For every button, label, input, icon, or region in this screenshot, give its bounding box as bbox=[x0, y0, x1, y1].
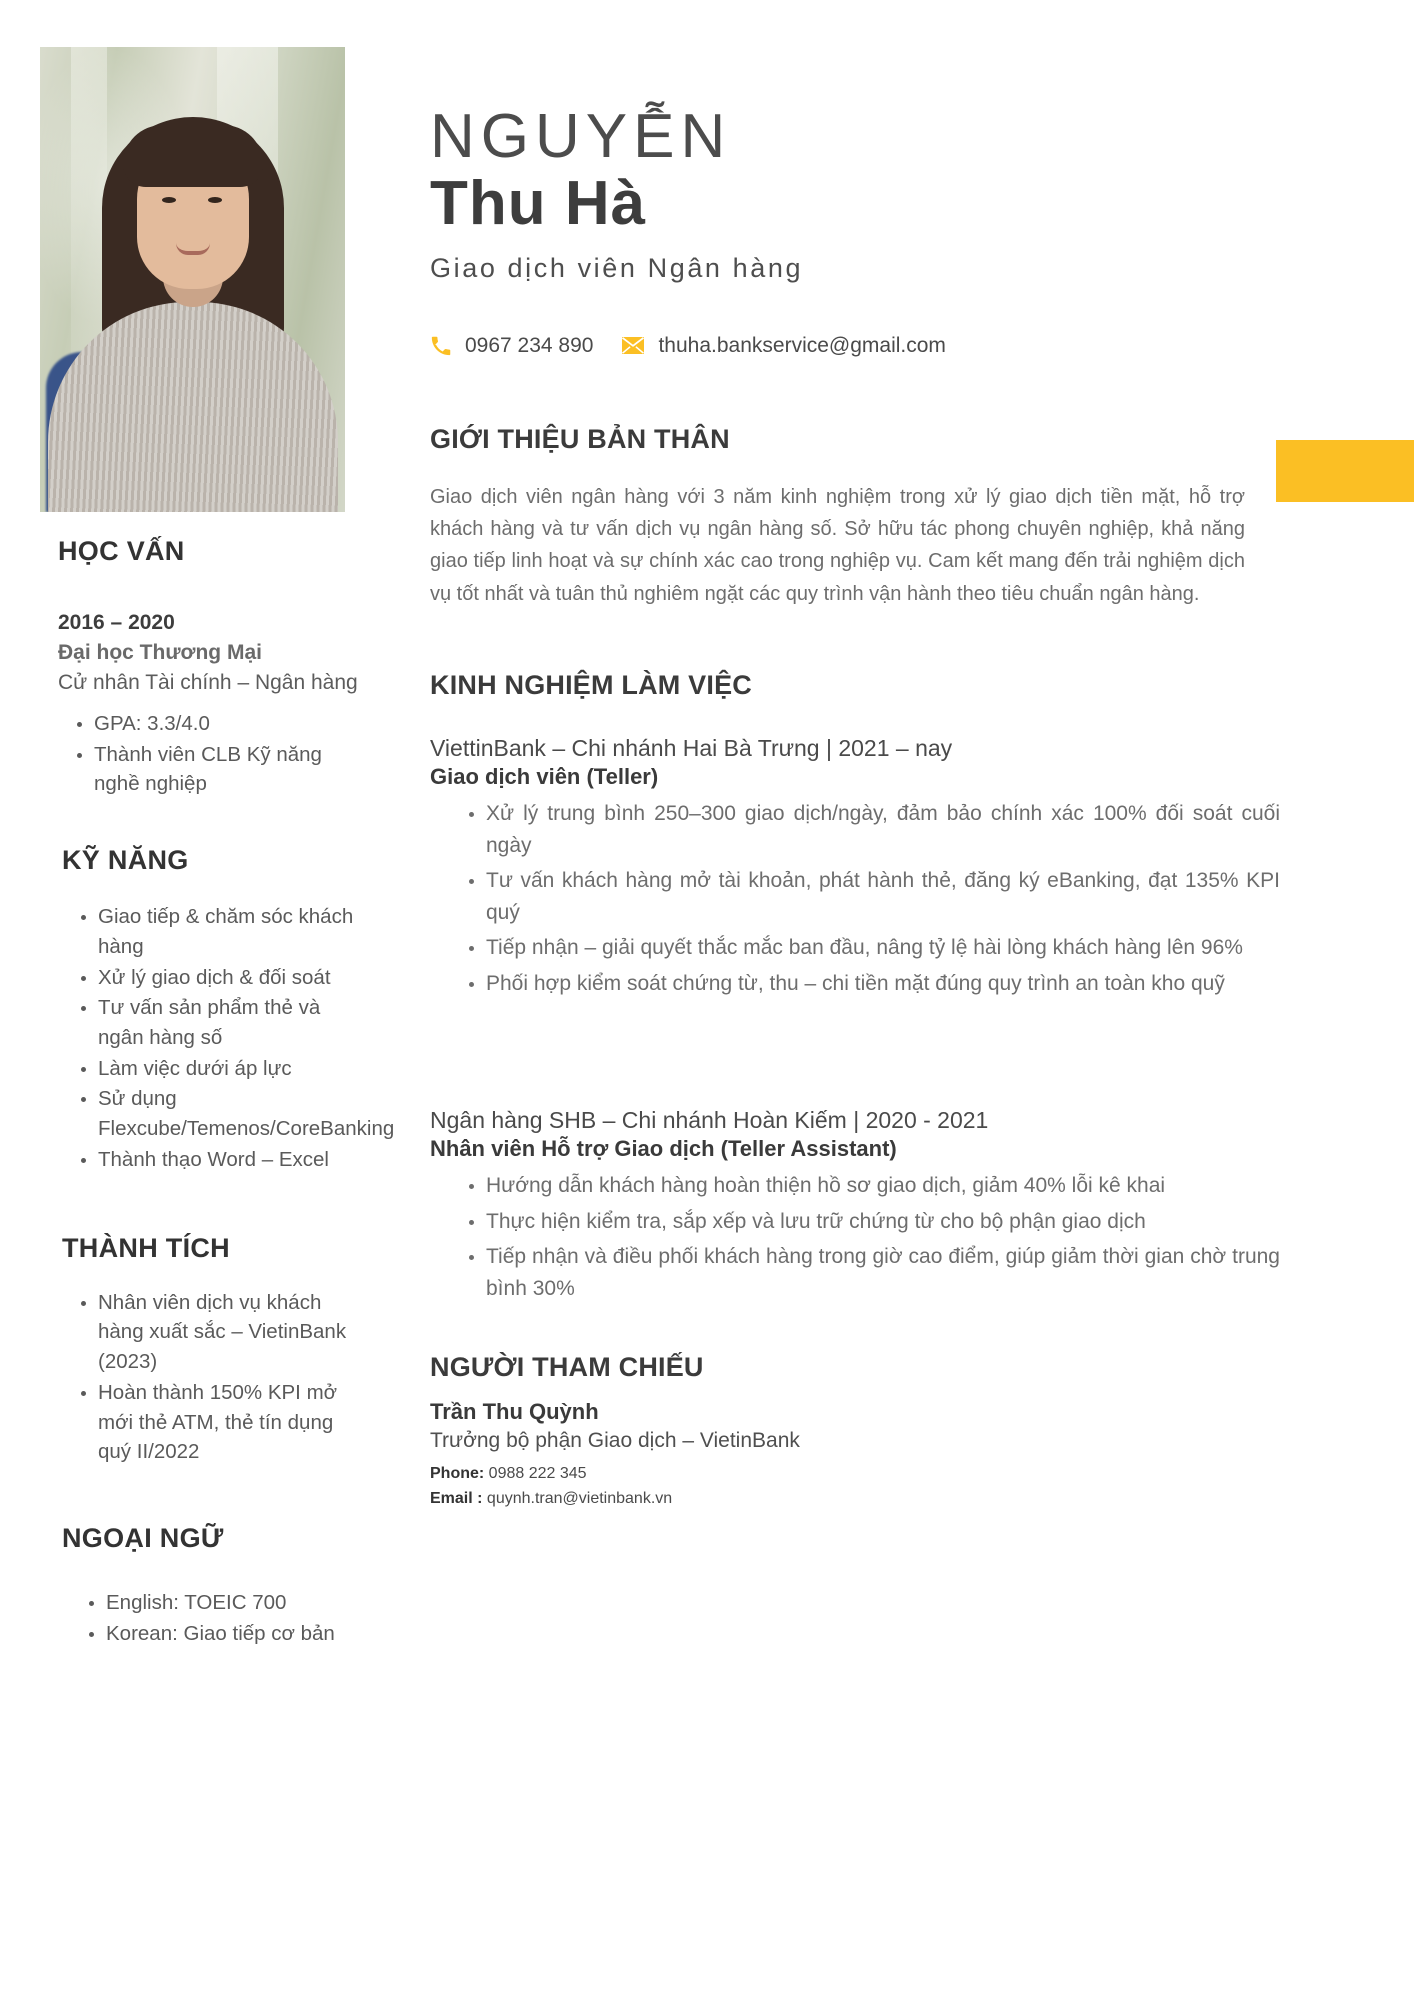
list-item: • Xử lý giao dịch & đối soát bbox=[98, 963, 370, 993]
contact-email[interactable] bbox=[621, 334, 945, 358]
experience-title: KINH NGHIỆM LÀM VIỆC bbox=[430, 670, 753, 701]
list-item: • Tư vấn sản phẩm thẻ và ngân hàng số bbox=[98, 993, 370, 1052]
list-item: • Tư vấn khách hàng mở tài khoản, phát hành thẻ, đăng ký eBanking, đạt 135% KPI quý bbox=[486, 865, 1280, 928]
education-year: 2016 – 2020 bbox=[58, 611, 175, 634]
skills-list bbox=[62, 902, 395, 1174]
photo-eye-right bbox=[208, 197, 222, 203]
contact-row bbox=[430, 334, 1370, 358]
list-item: • Korean: Giao tiếp cơ bản bbox=[106, 1619, 370, 1649]
about-text: Giao dịch viên ngân hàng với 3 năm kinh nghiệm trong xử lý giao dịch tiền mặt, hỗ trợ khách hàng và tư vấn dịch vụ ngân hàng số. Sở hữu tác phong chuyên nghiệp, khả năng giao tiếp linh hoạt và sự chính xác cao trong nghiệp vụ. Cam kết mang đến trải nghiệm dịch vụ tốt nhất và tuân thủ nghiêm ngặt các quy trình vận hành theo tiêu chuẩn ngân hàng. bbox=[430, 485, 1245, 605]
list-item: • Sử dụng Flexcube/Temenos/CoreBanking bbox=[98, 1084, 370, 1143]
main-content bbox=[430, 100, 1370, 1508]
skills-title: KỸ NĂNG bbox=[62, 845, 189, 876]
first-name: NGUYỄN bbox=[430, 102, 732, 171]
reference-phone-value: 0988 222 345 bbox=[488, 1465, 587, 1483]
languages-title: NGOẠI NGỮ bbox=[62, 1522, 224, 1553]
achievements-title: THÀNH TÍCH bbox=[62, 1232, 230, 1263]
list-item: • Hướng dẫn khách hàng hoàn thiện hồ sơ giao dịch, giảm 40% lỗi kê khai bbox=[486, 1170, 1280, 1202]
profile-photo bbox=[40, 47, 345, 512]
list-item: • Phối hợp kiểm soát chứng từ, thu – chi tiền mặt đúng quy trình an toàn kho quỹ bbox=[486, 968, 1280, 1000]
education-title: HỌC VẤN bbox=[58, 536, 185, 566]
photo-eye-left bbox=[162, 197, 176, 203]
photo-fringe bbox=[123, 125, 263, 187]
job-title: Giao dịch viên Ngân hàng bbox=[430, 252, 804, 283]
education-heading-wrap bbox=[40, 536, 370, 567]
section-experience bbox=[430, 670, 1370, 1304]
experience-bullets bbox=[430, 798, 1280, 999]
email-text: thuha.bankservice@gmail.com bbox=[658, 333, 946, 357]
name-header bbox=[430, 100, 1370, 284]
reference-name: Trần Thu Quỳnh bbox=[430, 1399, 599, 1425]
list-item: • GPA: 3.3/4.0 bbox=[94, 709, 370, 739]
experience-org: ViettinBank – Chi nhánh Hai Bà Trưng | 2021 – nay bbox=[430, 735, 953, 762]
contact-phone[interactable] bbox=[430, 334, 593, 358]
section-languages bbox=[40, 1523, 370, 1648]
achievements-list bbox=[62, 1288, 370, 1467]
sidebar bbox=[40, 536, 395, 1656]
phone-icon bbox=[430, 335, 452, 357]
reference-phone bbox=[430, 1465, 1370, 1483]
phone-text: 0967 234 890 bbox=[465, 333, 594, 357]
education-degree: Cử nhân Tài chính – Ngân hàng bbox=[58, 671, 358, 694]
list-item: • Làm việc dưới áp lực bbox=[98, 1054, 370, 1084]
list-item: • Thành thạo Word – Excel bbox=[98, 1145, 370, 1175]
list-item: • Tiếp nhận – giải quyết thắc mắc ban đầu, nâng tỷ lệ hài lòng khách hàng lên 96% bbox=[486, 932, 1280, 964]
last-name: Thu Hà bbox=[430, 169, 647, 239]
about-title: GIỚI THIỆU BẢN THÂN bbox=[430, 423, 730, 454]
experience-role: Nhân viên Hỗ trợ Giao dịch (Teller Assistant) bbox=[430, 1136, 897, 1162]
list-item: • Thực hiện kiểm tra, sắp xếp và lưu trữ chứng từ cho bộ phận giao dịch bbox=[486, 1206, 1280, 1238]
education-school: Đại học Thương Mại bbox=[58, 641, 262, 664]
reference-email-label: Email : bbox=[430, 1490, 483, 1508]
list-item: • Nhân viên dịch vụ khách hàng xuất sắc – VietinBank (2023) bbox=[98, 1288, 370, 1377]
section-reference bbox=[430, 1352, 1370, 1508]
experience-org: Ngân hàng SHB – Chi nhánh Hoàn Kiếm | 2020 - 2021 bbox=[430, 1107, 989, 1134]
reference-email-value: quynh.tran@vietinbank.vn bbox=[486, 1490, 673, 1508]
list-item: • Tiếp nhận và điều phối khách hàng trong giờ cao điểm, giúp giảm thời gian chờ trung bình 30% bbox=[486, 1241, 1280, 1304]
section-about bbox=[430, 424, 1370, 611]
experience-item-1 bbox=[430, 735, 1370, 999]
section-education bbox=[40, 536, 370, 799]
languages-list bbox=[62, 1588, 370, 1648]
reference-role: Trưởng bộ phận Giao dịch – VietinBank bbox=[430, 1429, 800, 1453]
list-item: • Hoàn thành 150% KPI mở mới thẻ ATM, thẻ tín dụng quý II/2022 bbox=[98, 1378, 370, 1467]
list-item: • English: TOEIC 700 bbox=[106, 1588, 370, 1618]
list-item: • Giao tiếp & chăm sóc khách hàng bbox=[98, 902, 370, 961]
reference-phone-label: Phone: bbox=[430, 1465, 485, 1483]
list-item: • Thành viên CLB Kỹ năng nghề nghiệp bbox=[94, 740, 370, 799]
envelope-icon bbox=[621, 336, 645, 355]
reference-email bbox=[430, 1490, 1370, 1508]
list-item: • Xử lý trung bình 250–300 giao dịch/ngày, đảm bảo chính xác 100% đối soát cuối ngày bbox=[486, 798, 1280, 861]
experience-item-2 bbox=[430, 1107, 1370, 1304]
education-list bbox=[40, 709, 370, 799]
section-achievements bbox=[40, 1233, 370, 1467]
experience-role: Giao dịch viên (Teller) bbox=[430, 764, 659, 790]
experience-bullets bbox=[430, 1170, 1280, 1304]
reference-title: NGƯỜI THAM CHIẾU bbox=[430, 1352, 704, 1383]
section-skills bbox=[40, 845, 395, 1174]
